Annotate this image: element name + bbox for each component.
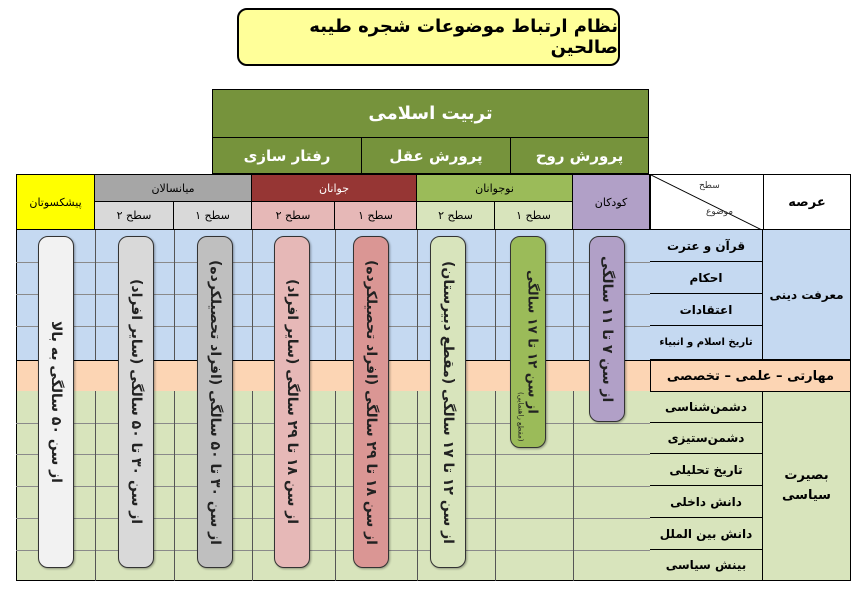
grid-line [417, 230, 418, 360]
youth-level2-text: از سن ۱۸ تا ۲۹ سالگی (سایر افراد) [284, 279, 300, 525]
children-pill [589, 236, 625, 422]
grid-line [495, 230, 496, 360]
middle-level2-pill [118, 236, 154, 568]
youth-level2: سطح ۲ [252, 202, 335, 230]
grid-line [174, 230, 175, 360]
teens-level1: سطح ۱ [495, 202, 573, 230]
corner-cell [650, 174, 763, 230]
arena-political: بصیرت سیاسی [763, 391, 851, 581]
teens-header: نوجوانان [417, 174, 573, 202]
youth-level2-pill [274, 236, 310, 568]
topic-international: دانش بین الملل [650, 518, 763, 550]
veterans-text: از سن ۵۰ سالگی به بالا [48, 321, 64, 483]
grid-line [495, 391, 496, 581]
grid-line [335, 230, 336, 360]
grid-line [573, 391, 574, 581]
children-header: کودکان [573, 174, 650, 230]
youth-level1-pill [353, 236, 389, 568]
sub-header-spirit: پرورش روح [510, 138, 649, 174]
sub-header-behavior: رفتار سازی [212, 138, 361, 174]
topic-analytic-history: تاریخ تحلیلی [650, 454, 763, 486]
main-header: تربیت اسلامی [212, 89, 649, 138]
teen-level2-text: از سن ۱۲ تا ۱۷ سالگی (مقطع دبیرستان) [440, 260, 456, 544]
youth-header: جوانان [252, 174, 417, 202]
grid-line [174, 391, 175, 581]
grid-line [16, 518, 650, 519]
middle-level2-text: از سن ۳۰ تا ۵۰ سالگی (سایر افراد) [128, 279, 144, 525]
arena-header: عرصه [763, 174, 851, 230]
topic-quran: قرآن و عترت [650, 230, 763, 262]
grid-line [252, 230, 253, 360]
topic-beliefs: اعتقادات [650, 294, 763, 326]
grid-line [16, 423, 650, 424]
diagram-title: نظام ارتباط موضوعات شجره طیبه صالحین [237, 8, 620, 66]
middle-header: میانسالان [95, 174, 252, 202]
topic-ahkam: احکام [650, 262, 763, 294]
arena-religious: معرفت دینی [763, 230, 851, 360]
veterans-pill [38, 236, 74, 568]
teens-level2: سطح ۲ [417, 202, 495, 230]
teen-level1-pill [510, 236, 546, 448]
grid-line [16, 454, 650, 455]
grid-line [335, 391, 336, 581]
grid-line [16, 486, 650, 487]
grid-line [573, 230, 574, 360]
veterans-header: پیشکسوتان [16, 174, 95, 230]
teen-level1-text: از سن ۱۲ تا ۱۷ سالگی [524, 270, 540, 414]
middle-level1: سطح ۱ [174, 202, 252, 230]
youth-level1: سطح ۱ [335, 202, 417, 230]
middle-level2: سطح ۲ [95, 202, 174, 230]
arena-skills: مهارتی – علمی – تخصصی [666, 368, 835, 384]
grid-line [95, 391, 96, 581]
topic-political-insight: بینش سیاسی [650, 550, 763, 581]
middle-level1-text: از سن ۳۰ تا ۵۰ سالگی (افراد تحصیلکرده) [207, 259, 223, 545]
grid-line [16, 294, 650, 295]
sub-header-intellect: پرورش عقل [361, 138, 510, 174]
topic-history: تاریخ اسلام و انبیاء [650, 326, 763, 360]
topic-domestic: دانش داخلی [650, 486, 763, 518]
teen-level1-note: (مقطع راهنمایی) [516, 392, 525, 442]
grid-line [16, 550, 650, 551]
grid-line [16, 326, 650, 327]
grid-line [16, 262, 650, 263]
youth-level1-text: از سن ۱۸ تا ۲۹ سالگی (افراد تحصیلکرده) [363, 259, 379, 545]
children-pill-text: از سن ۷ تا ۱۱ سالگی [599, 255, 615, 403]
grid-line [417, 391, 418, 581]
middle-level1-pill [197, 236, 233, 568]
level-label: سطح [699, 181, 720, 191]
topic-label: موضوع [706, 207, 734, 217]
teen-level2-pill [430, 236, 466, 568]
topic-enemy-fighting: دشمن‌ستیزی [650, 423, 763, 454]
topic-enemy-knowledge: دشمن‌شناسی [650, 391, 763, 423]
grid-line [95, 230, 96, 360]
grid-line [252, 391, 253, 581]
